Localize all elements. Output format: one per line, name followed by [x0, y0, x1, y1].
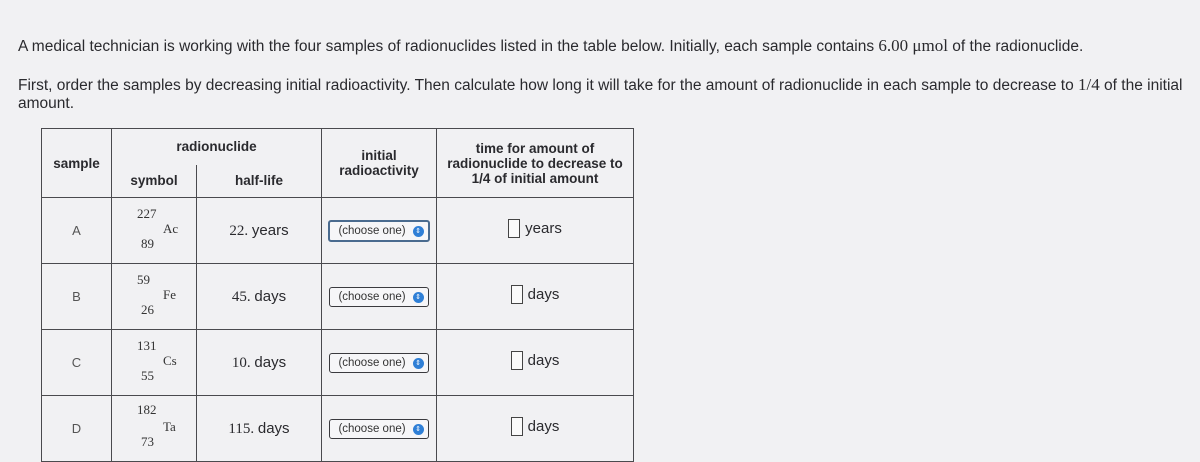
symbol-cell [112, 264, 197, 330]
chevron-updown-icon: ⇕ [413, 292, 424, 303]
half-life-unit: days [254, 353, 287, 371]
instructions-text: First, order the samples by decreasing initial radioactivity. Then calculate how long it will take for the amount of radionuclide in each sample to decrease to [18, 77, 1079, 94]
header-symbol: symbol [112, 165, 197, 198]
radioactivity-select[interactable] [328, 220, 429, 242]
header-time-label: time for amount of radionuclide to decrease to 1/4 of initial amount [447, 140, 623, 186]
time-unit: years [525, 219, 562, 237]
half-life-unit: years [251, 221, 289, 239]
header-time [437, 129, 634, 198]
table-row [42, 396, 634, 462]
atomic-number: 73 [141, 433, 154, 449]
amount-value: 6.00 μmol [878, 36, 948, 55]
time-unit: days [527, 285, 560, 303]
half-life-cell [197, 330, 322, 396]
element-symbol: Fe [163, 286, 176, 302]
time-cell [437, 198, 634, 264]
time-input[interactable] [511, 351, 523, 370]
radioactivity-cell [322, 198, 437, 264]
atomic-number: 89 [141, 235, 154, 251]
header-half-life: half-life [197, 165, 322, 198]
radioactivity-select[interactable] [329, 287, 428, 307]
time-input[interactable] [511, 285, 523, 304]
radioactivity-cell [322, 264, 437, 330]
fraction-value: 1/4 [1078, 75, 1100, 94]
table-row [42, 330, 634, 396]
symbol-cell [112, 198, 197, 264]
isotope-symbol [112, 397, 196, 461]
problem-statement-line2 [18, 76, 1188, 113]
mass-number: 131 [137, 337, 157, 353]
select-value: (choose one) [338, 422, 406, 435]
chevron-updown-icon: ⇕ [413, 358, 424, 369]
half-life-value: 10. [231, 354, 251, 371]
header-initial-radioactivity [322, 129, 437, 198]
symbol-cell [112, 330, 197, 396]
half-life-cell [197, 396, 322, 462]
time-input[interactable] [511, 417, 523, 436]
time-input[interactable] [508, 219, 520, 238]
time-unit: days [527, 351, 560, 369]
select-value: (choose one) [338, 224, 406, 237]
radioactivity-select[interactable] [329, 419, 428, 439]
table-row [42, 264, 634, 330]
chevron-updown-icon: ⇕ [413, 226, 424, 237]
mass-number: 182 [137, 401, 157, 417]
time-cell [437, 330, 634, 396]
instructions-text-end: of the initial amount. [18, 77, 1183, 112]
table-row [42, 198, 634, 264]
half-life-value: 45. [231, 288, 251, 305]
chevron-updown-icon: ⇕ [413, 424, 424, 435]
sample-label: B [42, 264, 112, 330]
half-life-cell [197, 198, 322, 264]
select-value: (choose one) [338, 356, 406, 369]
half-life-unit: days [254, 287, 287, 305]
mass-number: 227 [137, 205, 157, 221]
time-cell [437, 396, 634, 462]
problem-statement-line1 [18, 37, 1188, 56]
atomic-number: 26 [141, 301, 154, 317]
select-value: (choose one) [338, 290, 406, 303]
half-life-cell [197, 264, 322, 330]
time-unit: days [527, 417, 560, 435]
radioactivity-cell [322, 330, 437, 396]
header-sample: sample [42, 129, 112, 198]
sample-label: C [42, 330, 112, 396]
element-symbol: Ac [163, 220, 179, 236]
element-symbol: Ta [163, 418, 176, 434]
header-radionuclide: radionuclide [112, 129, 322, 165]
radioactivity-select[interactable] [329, 353, 428, 373]
isotope-symbol [112, 265, 196, 329]
radionuclide-table [41, 128, 634, 462]
isotope-symbol [112, 199, 196, 263]
problem-text-end: of the radionuclide. [947, 38, 1084, 55]
sample-label: A [42, 198, 112, 264]
element-symbol: Cs [163, 352, 177, 368]
sample-label: D [42, 396, 112, 462]
radioactivity-cell [322, 396, 437, 462]
half-life-value: 115. [228, 420, 255, 437]
isotope-symbol [112, 331, 196, 395]
mass-number: 59 [137, 271, 150, 287]
problem-text: A medical technician is working with the four samples of radionuclides listed in the table below. Initially, each sample contains [18, 38, 879, 55]
symbol-cell [112, 396, 197, 462]
half-life-unit: days [257, 419, 290, 437]
half-life-value: 22. [229, 222, 249, 239]
time-cell [437, 264, 634, 330]
header-initial-radioactivity-label: initial radioactivity [339, 148, 419, 178]
atomic-number: 55 [141, 367, 154, 383]
